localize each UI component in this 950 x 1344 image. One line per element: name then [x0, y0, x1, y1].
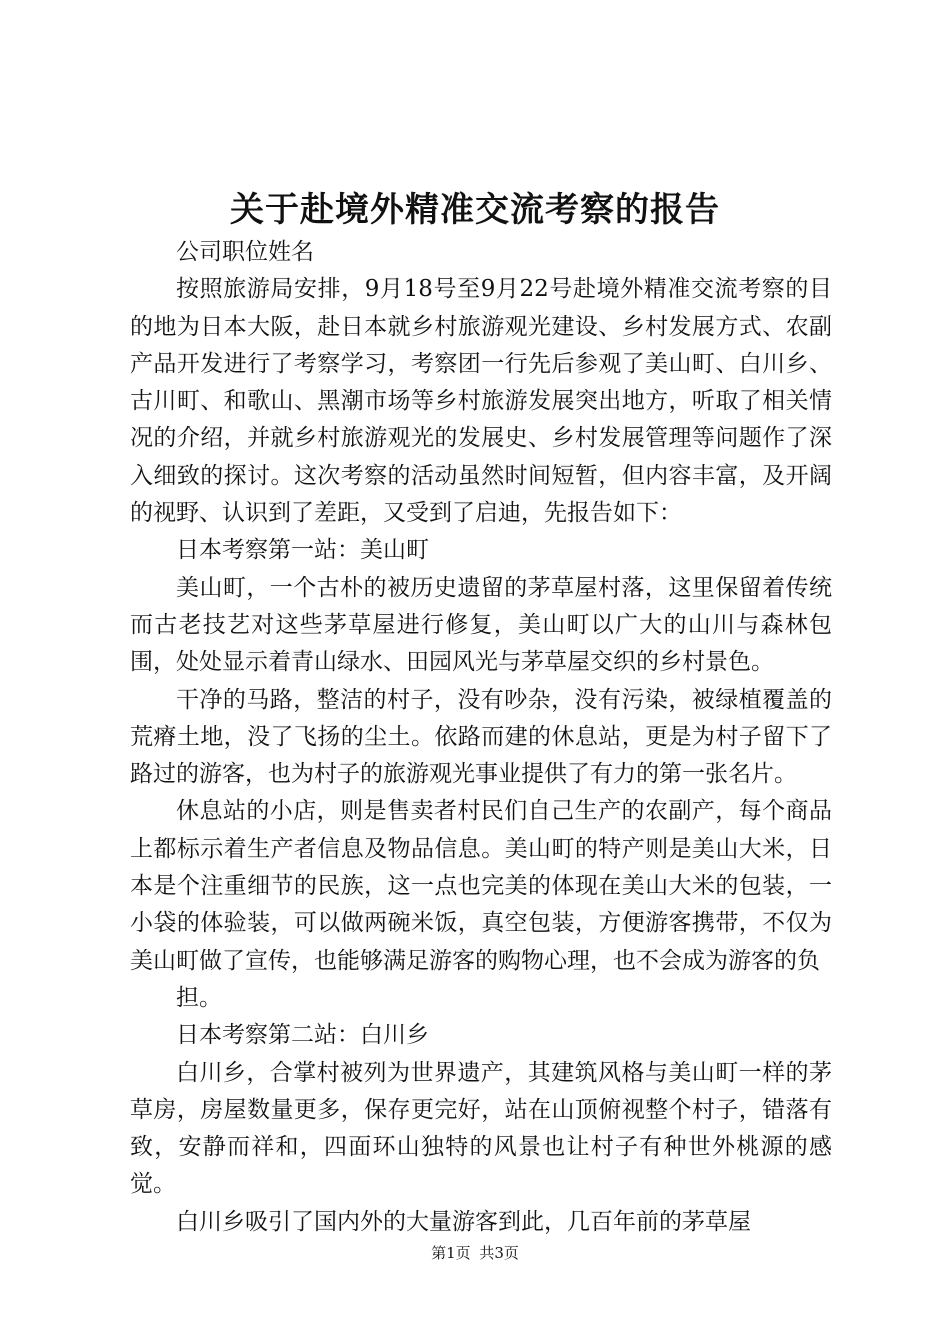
body-paragraph-continuation: 担。 [176, 984, 222, 1011]
document-title: 关于赴境外精准交流考察的报告 [230, 190, 720, 230]
document-body [130, 234, 832, 1241]
page-number: 第1页 [431, 1244, 471, 1262]
body-paragraph: 白川乡，合掌村被列为世界遗产，其建筑风格与美山町一样的茅草房，房屋数量更多，保存更完好，站在山顶俯视整个村子，错落有致，安静而祥和，四面环山独特的风景也让村子有种世外桃源的感觉。 [130, 1059, 832, 1198]
author-line: 公司职位姓名 [176, 239, 314, 265]
body-paragraph: 白川乡吸引了国内外的大量游客到此，几百年前的茅草屋 [176, 1208, 751, 1235]
body-paragraph: 休息站的小店，则是售卖者村民们自己生产的农副产，每个商品上都标示着生产者信息及物品信息。美山町的特产则是美山大米，日本是个注重细节的民族，这一点也完美的体现在美山大米的包装，一小袋的体验装，可以做两碗米饭，真空包装，方便游客携带，不仅为美山町做了宣传，也能够满足游客的购物心理，也不会成为游客的负 [130, 798, 832, 974]
page-total: 共3页 [479, 1244, 519, 1262]
section-heading-miyama: 日本考察第一站：美山町 [176, 537, 429, 564]
section-heading-shirakawa: 日本考察第二站：白川乡 [176, 1022, 429, 1049]
intro-paragraph: 按照旅游局安排，9月18号至9月22号赴境外精准交流考察的目的地为日本大阪，赴日本就乡村旅游观光建设、乡村发展方式、农副产品开发进行了考察学习，考察团一行先后参观了美山町、白川乡、古川町、和歌山、黑潮市场等乡村旅游发展突出地方，听取了相关情况的介绍，并就乡村旅游观光的发展史、乡村发展管理等问题作了深入细致的探讨。这次考察的活动虽然时间短暂，但内容丰富，及开阔的视野、认识到了差距，又受到了启迪，先报告如下： [130, 276, 832, 527]
body-paragraph: 美山町，一个古朴的被历史遗留的茅草屋村落，这里保留着传统而古老技艺对这些茅草屋进行修复，美山町以广大的山川与森林包围，处处显示着青山绿水、田园风光与茅草屋交织的乡村景色。 [130, 574, 832, 676]
body-paragraph: 干净的马路，整洁的村子，没有吵杂，没有污染，被绿植覆盖的荒瘠土地，没了飞扬的尘土。依路而建的休息站，更是为村子留下了路过的游客，也为村子的旅游观光事业提供了有力的第一张名片。 [130, 686, 832, 788]
page-footer [0, 1243, 950, 1263]
